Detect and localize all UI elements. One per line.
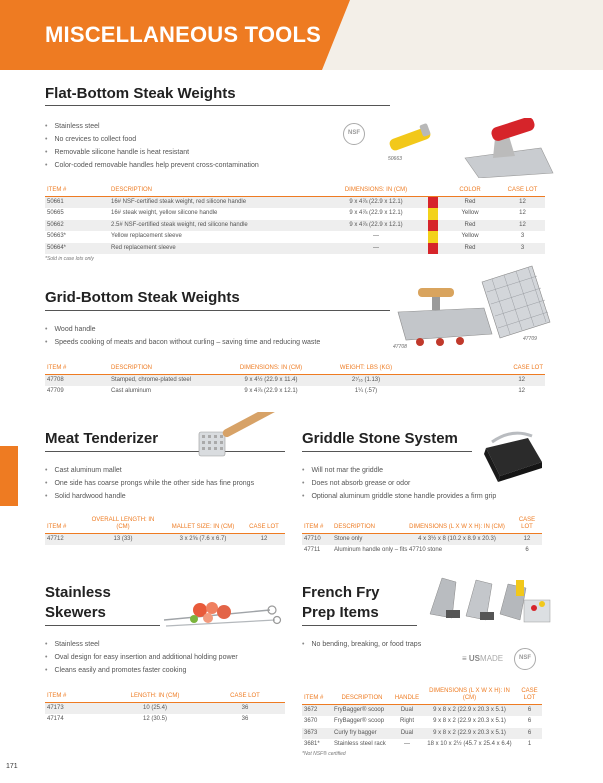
table-row	[45, 386, 545, 398]
cell: 47709	[47, 387, 64, 394]
table-row	[302, 534, 542, 546]
cell: 3672	[302, 705, 332, 717]
fry-title	[302, 583, 380, 623]
bullet: • Cast aluminum mallet	[45, 464, 254, 477]
us-made-text-a: US	[468, 654, 481, 663]
col-header: OVERALL LENGTH: IN (CM)	[83, 517, 163, 534]
tenderizer-table	[45, 517, 285, 545]
cell: 9 x 4⅞ (22.9 x 12.1)	[326, 220, 426, 232]
col-header: CASE LOT	[205, 690, 285, 702]
bullet: • Will not mar the griddle	[302, 464, 496, 477]
flat-steak-rule	[45, 105, 390, 106]
flat-steak-title: Flat-Bottom Steak Weights	[45, 85, 236, 102]
cell: 9 x 4⅞ (22.9 x 12.1)	[326, 196, 426, 208]
table-row	[302, 716, 542, 728]
bullet: • Oval design for easy insertion and additional holding power	[45, 651, 238, 664]
table-row	[302, 728, 542, 740]
cell: —	[373, 233, 379, 240]
cell: 9 x 4½ (22.9 x 11.4)	[221, 374, 321, 386]
cell: 47712	[45, 534, 83, 546]
col-header: MALLET SIZE: IN (CM)	[163, 517, 243, 534]
bullet: • Solid hardwood handle	[45, 490, 254, 503]
us-made-flag-icon: ≡	[462, 654, 467, 663]
cell: 12 (30.5)	[142, 715, 167, 722]
flat-steak-weight-image	[383, 118, 558, 178]
flat-steak-caption: 50663	[388, 156, 402, 162]
skewers-image	[160, 592, 285, 640]
cell: 16# NSF-certified steak weight, red silicone handle	[109, 196, 326, 208]
flat-steak-note: *Sold in case lots only	[45, 256, 94, 262]
skewers-title	[45, 583, 111, 623]
cell: FryBagger® scoop	[334, 718, 385, 725]
table-row	[45, 374, 545, 386]
col-header: CASE LOT	[243, 517, 285, 534]
cell: 47710	[302, 534, 332, 546]
cell: Dual	[392, 705, 422, 717]
flat-steak-table	[45, 184, 545, 254]
cell: 12	[500, 196, 545, 208]
cell: 50662	[45, 220, 109, 232]
cell: 50665	[47, 210, 64, 217]
fry-title-line1: French Fry	[302, 584, 380, 601]
color-swatch	[428, 231, 438, 243]
table-row	[302, 705, 542, 717]
color-swatch	[428, 220, 438, 232]
cell: 47173	[45, 702, 105, 714]
fry-rule	[302, 625, 417, 626]
cell: Cast aluminum	[111, 387, 152, 394]
cell: Red	[440, 243, 500, 255]
cell: Red	[440, 196, 500, 208]
cell: Yellow	[461, 210, 479, 217]
fry-title-line2: Prep Items	[302, 604, 379, 621]
bullet: • Speeds cooking of meats and bacon without curling – saving time and reducing waste	[45, 336, 320, 349]
col-header: DESCRIPTION	[109, 362, 221, 374]
cell: 1¼ (.57)	[354, 387, 378, 394]
cell: Stamped, chrome-plated steel	[109, 374, 221, 386]
page-number: 171	[6, 763, 18, 770]
fry-table	[302, 688, 542, 751]
cell: 36	[241, 715, 249, 722]
cell: 50663*	[47, 233, 67, 240]
table-row	[45, 208, 545, 220]
fry-note: *Not NSF® certified	[302, 751, 346, 757]
cell: Aluminum handle only – fits 47710 stone	[334, 547, 443, 554]
cell: 12	[243, 534, 285, 546]
table-row	[45, 196, 545, 208]
cell: 6	[517, 728, 542, 740]
cell: 18 x 10 x 2½ (45.7 x 25.4 x 6.4)	[427, 741, 512, 748]
meat-tenderizer-image	[195, 412, 290, 464]
bullet: • No bending, breaking, or food traps	[302, 638, 421, 651]
cell: 47711	[304, 547, 321, 554]
col-header: LENGTH: IN (CM)	[105, 690, 205, 702]
table-row	[45, 714, 285, 726]
grid-steak-rule	[45, 310, 390, 311]
cell: 3673	[302, 728, 332, 740]
cell: 16# steak weight, yellow silicone handle	[111, 210, 218, 217]
page-title: MISCELLANEOUS TOOLS	[45, 22, 321, 47]
grid-steak-caption-right: 47709	[523, 336, 537, 342]
bullet: • Removable silicone handle is heat resistant	[45, 146, 259, 159]
skewers-title-line1: Stainless	[45, 584, 111, 601]
table-row	[302, 739, 542, 751]
table-row	[45, 243, 545, 255]
bullet: • Cleans easily and promotes faster cooking	[45, 664, 238, 677]
cell: 50661	[45, 196, 109, 208]
color-swatch	[428, 197, 438, 209]
col-header: CASE LOT	[512, 517, 542, 534]
cell: Yellow	[461, 233, 479, 240]
cell: 36	[205, 702, 285, 714]
griddle-rule	[302, 451, 472, 452]
col-header: DIMENSIONS: IN (CM)	[326, 184, 426, 196]
col-header: ITEM #	[302, 688, 332, 705]
cell: 10 (25.4)	[105, 702, 205, 714]
bullet: • One side has coarse prongs while the other side has fine prongs	[45, 477, 254, 490]
cell: 2.5# NSF-certified steak weight, red silicone handle	[109, 220, 326, 232]
cell: 3670	[304, 718, 318, 725]
cell: 3681*	[304, 741, 320, 748]
cell: —	[404, 741, 410, 748]
header-banner	[0, 0, 603, 70]
bullet: • Does not absorb grease or odor	[302, 477, 496, 490]
col-header: DESCRIPTION	[332, 517, 402, 534]
color-swatch	[428, 243, 438, 255]
cell: Dual	[392, 728, 422, 740]
cell: 9 x 8 x 2 (22.9 x 20.3 x 5.1)	[422, 705, 517, 717]
cell: 3	[500, 243, 545, 255]
skewers-bullets	[45, 638, 238, 677]
cell: 3 x 2⅝ (7.6 x 6.7)	[163, 534, 243, 546]
grid-steak-bullets	[45, 323, 320, 349]
cell: 47174	[47, 715, 64, 722]
table-row	[45, 534, 285, 546]
cell: Red replacement sleeve	[109, 243, 326, 255]
col-header: ITEM #	[45, 517, 83, 534]
col-header: CASE LOT	[500, 184, 545, 196]
col-header: WEIGHT: LBS (KG)	[321, 362, 411, 374]
tenderizer-bullets	[45, 464, 254, 503]
cell: 12	[411, 374, 545, 386]
cell: Yellow replacement sleeve	[111, 233, 182, 240]
french-fry-tools-image	[422, 570, 554, 628]
side-tab-marker	[0, 446, 18, 506]
bullet: • Optional aluminum griddle stone handle provides a firm grip	[302, 490, 496, 503]
col-header: DESCRIPTION	[109, 184, 326, 196]
col-header: ITEM #	[45, 184, 109, 196]
cell: 1	[527, 741, 532, 748]
table-row	[302, 545, 542, 557]
col-header: CASE LOT	[411, 362, 545, 374]
nsf-logo: NSF	[514, 648, 536, 670]
cell: Right	[399, 718, 414, 725]
color-swatch	[428, 208, 438, 220]
cell: 47708	[45, 374, 109, 386]
col-header: ITEM #	[45, 362, 109, 374]
cell: Red	[440, 220, 500, 232]
bullet: • Stainless steel	[45, 638, 238, 651]
cell: 6	[527, 718, 532, 725]
cell: 6	[517, 705, 542, 717]
cell: 12	[500, 220, 545, 232]
bullet: • Color-coded removable handles help prevent cross-contamination	[45, 159, 259, 172]
table-row	[45, 220, 545, 232]
griddle-bullets	[302, 464, 496, 503]
cell: 9 x 8 x 2 (22.9 x 20.3 x 5.1)	[433, 718, 506, 725]
grid-steak-table	[45, 362, 545, 397]
cell: —	[326, 243, 426, 255]
col-header: DIMENSIONS (L X W X H): IN (CM)	[402, 517, 512, 534]
tenderizer-title: Meat Tenderizer	[45, 430, 159, 447]
cell: 9 x 4⅞ (22.9 x 12.1)	[244, 387, 298, 394]
cell: 9 x 8 x 2 (22.9 x 20.3 x 5.1)	[422, 728, 517, 740]
grid-steak-title: Grid-Bottom Steak Weights	[45, 289, 240, 306]
fry-bullets	[302, 638, 421, 651]
cell: 50664*	[45, 243, 109, 255]
table-row	[45, 231, 545, 243]
us-made-logo	[462, 654, 503, 663]
skewers-title-line2: Skewers	[45, 604, 106, 621]
cell: FryBagger® scoop	[332, 705, 392, 717]
cell: 12	[519, 210, 526, 217]
bullet: • No crevices to collect food	[45, 133, 259, 146]
grid-steak-caption-left: 47708	[393, 344, 407, 350]
col-header: ITEM #	[45, 690, 105, 702]
flat-steak-bullets	[45, 120, 259, 172]
cell: 12	[518, 387, 525, 394]
bullet: • Wood handle	[45, 323, 320, 336]
cell: 13 (33)	[83, 534, 163, 546]
skewers-rule	[45, 625, 160, 626]
cell: Stone only	[332, 534, 402, 546]
col-header: CASE LOT	[517, 688, 542, 705]
griddle-title: Griddle Stone System	[302, 430, 458, 447]
griddle-table	[302, 517, 542, 557]
cell: 3	[520, 233, 525, 240]
col-header: DIMENSIONS (L X W X H): IN (CM)	[422, 688, 517, 705]
cell: 4 x 3½ x 8 (10.2 x 8.9 x 20.3)	[402, 534, 512, 546]
cell: 2⁷⁄₁₆ (1.13)	[321, 374, 411, 386]
cell: 6	[525, 547, 529, 554]
us-made-text-b: MADE	[480, 654, 504, 663]
nsf-logo: NSF	[343, 123, 365, 145]
cell: Curly fry bagger	[332, 728, 392, 740]
table-row	[45, 702, 285, 714]
col-header: HANDLE	[392, 688, 422, 705]
cell: 12	[512, 534, 542, 546]
col-header: DESCRIPTION	[332, 688, 392, 705]
bullet: • Stainless steel	[45, 120, 259, 133]
col-header: ITEM #	[302, 517, 332, 534]
skewers-table	[45, 690, 285, 725]
col-header: COLOR	[440, 184, 500, 196]
cell: 9 x 4⅞ (22.9 x 12.1)	[349, 210, 403, 217]
col-header: DIMENSIONS: IN (CM)	[221, 362, 321, 374]
cell: Stainless steel rack	[334, 741, 386, 748]
